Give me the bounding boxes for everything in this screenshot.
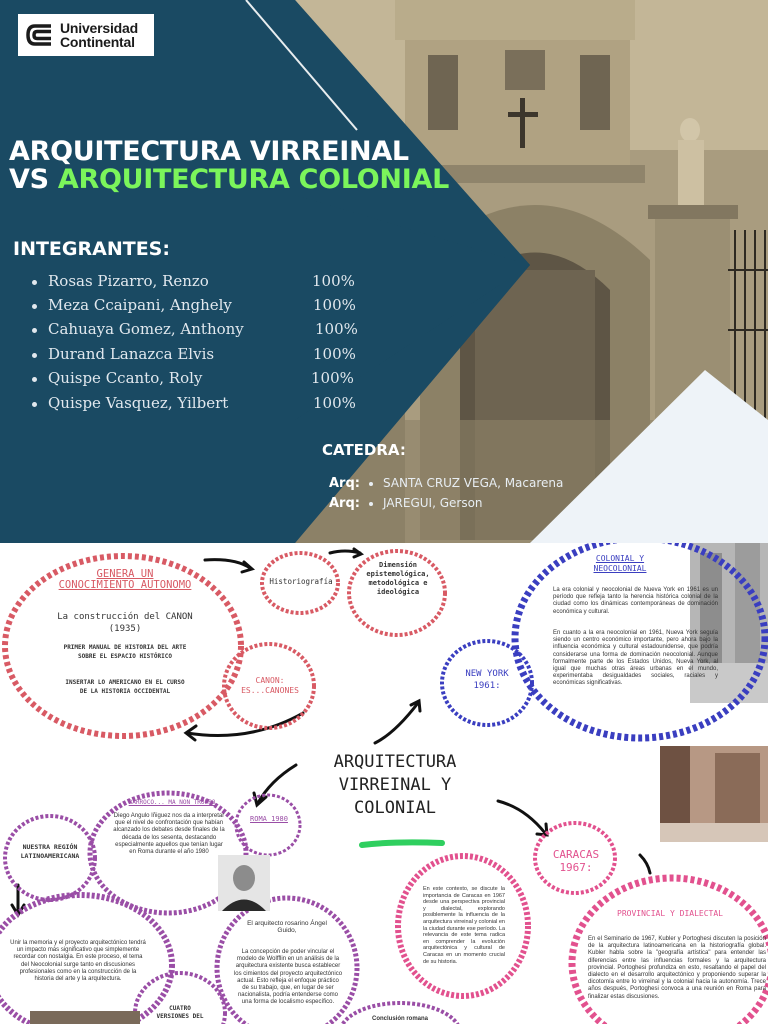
roma-label: ROMA 1980: [250, 815, 288, 823]
genera-heading-2: CONOCIMIENTO AUTONOMO: [58, 579, 192, 591]
mindmap-slide: [0, 543, 768, 1024]
professor-name: JAREGUI, Gerson: [383, 496, 483, 510]
bullet-icon: [32, 402, 37, 407]
barroco-body: Diego Angulo Iñiguez nos da a interpretar que el nivel de confrontación que habían alcanzado los debates desde finales de la década de los sesenta, destacando especialmente aquellos que tenían lugar en Roma durante el año 1980: [113, 813, 225, 856]
genera-body2-2: SOBRE EL ESPACIO HISTÓRICO: [78, 653, 172, 660]
caracas-label: [540, 848, 612, 874]
professor-name: SANTA CRUZ VEGA, Macarena: [383, 476, 564, 490]
member-name: Quispe Ccanto, Roly: [48, 369, 203, 387]
genera-body1-1: La construcción del CANON: [57, 612, 193, 622]
title-vs: VS: [9, 164, 49, 195]
caracas-line: CARACAS: [552, 848, 600, 861]
genera-body3: [40, 678, 210, 696]
member-name: Cahuaya Gomez, Anthony: [48, 320, 244, 338]
canon-line: ES...CANONES: [241, 686, 299, 695]
unir-text: Unir la memoria y el proyecto arquitectónico tendrá un impacto más significativo que simplemente recordar con nostalgia. En este proceso, el tema del Neocolonial surge tanto en discusiones profesionales como en la construcción de la historia del arte y la arquitectura.: [10, 940, 146, 983]
provincial-heading: PROVINCIAL Y DIALECTAL: [617, 909, 723, 918]
colonial-heading-1: COLONIAL Y: [595, 554, 645, 563]
center-line: ARQUITECTURA: [333, 752, 457, 772]
professor-item: [329, 476, 564, 491]
cuatro-label: [150, 1005, 210, 1021]
genera-body1: [40, 611, 210, 635]
caracas-body: En este contexto, se discute la importancia de Caracas en 1967 desde una perspectiva provincial y dialectal, explorando posiblemente la influencia de la arquitectura virreinal y colonial en la ciudad durante ese período. La relevancia de este tema radica en comprender la evolución arquitectónica y cultural de Caracas en un momento crucial de su historia.: [423, 886, 505, 965]
bullet-icon: [32, 328, 37, 333]
member-item: [30, 320, 360, 342]
member-name: Rosas Pizarro, Renzo: [48, 272, 209, 290]
bullet-icon: [32, 353, 37, 358]
colonial-para2: En cuanto a la era neocolonial en 1961, Nueva York seguía siendo un centro económico importante, pero ahora bajo la influencia económica y cultural estadounidense, que podría considerarse una forma de dominación neocolonial. Aunque formalmente parte de los Estados Unidos, Nueva York, al igual que muchas otras áreas urbanas en el mundo, experimentaba desigualdades sociales, raciales y económicas significativas.: [553, 630, 718, 687]
university-logo-mark: [25, 22, 55, 48]
genera-body1-2: (1935): [108, 624, 142, 634]
logo-line1: Universidad: [60, 20, 138, 36]
catedra-heading: CATEDRA:: [322, 441, 406, 459]
bullet-icon: [32, 304, 37, 309]
member-pct: 100%: [313, 296, 356, 314]
center-title: [295, 751, 495, 820]
center-underline: [362, 842, 442, 845]
genera-body2-1: PRIMER MANUAL DE HISTORIA DEL ARTE: [63, 644, 187, 651]
canon-line: CANON:: [255, 676, 285, 685]
barroco-heading: BARROCO... MA NON TROPPO: [128, 799, 216, 806]
street-photo: [660, 746, 768, 842]
canon-label: [230, 676, 310, 696]
member-item: [30, 369, 360, 391]
dimension-line: ideológica: [376, 588, 420, 596]
portrait-photo: [218, 855, 270, 911]
newyork-line: 1961:: [473, 681, 501, 691]
dimension-line: Dimensión: [379, 561, 417, 569]
member-name: Meza Ccaipani, Anghely: [48, 296, 232, 314]
region-line: LATINOAMERICANA: [20, 852, 80, 860]
dimension-line: epistemológica,: [366, 570, 430, 578]
region-line: NUESTRA REGIÓN: [22, 843, 78, 851]
dimension-line: metodológica e: [368, 579, 428, 587]
member-item: [30, 296, 360, 318]
bullet-icon: [369, 502, 373, 506]
title-line1: ARQUITECTURA VIRREINAL: [9, 136, 409, 167]
dimension-label: [352, 561, 444, 597]
colonial-heading: [575, 554, 665, 574]
member-pct: 100%: [311, 369, 354, 387]
member-pct: 100%: [315, 320, 358, 338]
bullet-icon: [32, 377, 37, 382]
member-pct: 100%: [313, 345, 356, 363]
genera-heading-1: GENERA UN: [96, 568, 154, 580]
member-name: Quispe Vasquez, Yilbert: [48, 394, 229, 412]
genera-body3-1: INSERTAR LO AMERICANO EN EL CURSO: [65, 679, 185, 686]
integrantes-heading: INTEGRANTES:: [13, 238, 170, 260]
member-name: Durand Lanazca Elvis: [48, 345, 215, 363]
genera-body3-2: DE LA HISTORIA OCCIDENTAL: [79, 688, 171, 695]
bullet-icon: [32, 280, 37, 285]
conclusion-label: Conclusión romana: [371, 1016, 428, 1022]
genera-body2: [40, 643, 210, 661]
region-label: [12, 843, 88, 861]
logo-line2: Continental: [60, 34, 135, 50]
arq-label: Arq:: [329, 476, 360, 491]
caracas-line: 1967:: [559, 861, 593, 874]
cuatro-line: CUATRO: [169, 1005, 191, 1012]
guido-heading: El arquitecto rosarino Ángel Guido,: [247, 920, 327, 935]
provincial-body: En el Seminario de 1967, Kubler y Portoghesi discuten la posición de la arquitectura latinoamericana en la historiografía global. Kubler habla sobre la "geografía artística" para entender las diferencias entre las influencias formales y la arquitectura provincial. Portoghesi profundiza en esto, resaltando el papel del dialecto en el desarrollo arquitectónico y proponiendo superar la dicotomía entre lo virreinal y la colonial hacia la autonomía. Trece años después, Portoghesi convoca a una reunión en Roma para finalizar estas discusiones.: [588, 936, 766, 1000]
member-item: [30, 345, 360, 367]
center-line: COLONIAL: [354, 798, 436, 818]
arq-label: Arq:: [329, 496, 360, 511]
center-line: VIRREINAL Y: [338, 775, 452, 795]
bullet-icon: [369, 482, 373, 486]
colonial-para1: La era colonial y neocolonial de Nueva York en 1961 es un período que refleja tanto la herencia histórica colonial de la ciudad como los dinámicas contemporáneas de dominación económica y cultural.: [553, 587, 718, 615]
colonial-heading-2: NEOCOLONIAL: [593, 564, 647, 573]
member-pct: 100%: [312, 272, 355, 290]
member-item: [30, 394, 360, 416]
professor-item: [329, 496, 483, 511]
group-photo: [30, 1011, 140, 1024]
guido-body: La concepción de poder vincular el modelo de Wolfflin en un análisis de la arquitectura existente busca establecer los cimientos del proyecto arquitectónico actual. Esto refleja el enfoque práctico de su trabajo, que, en lugar de ser nacionalista, podría entenderse como una forma de localismo específico.: [233, 949, 343, 1006]
university-logo: [18, 14, 154, 56]
genera-heading: [55, 569, 195, 591]
title-colonial: ARQUITECTURA COLONIAL: [57, 164, 449, 195]
member-pct: 100%: [313, 394, 356, 412]
newyork-label: [447, 668, 527, 692]
member-item: [30, 272, 360, 294]
cuatro-line: VERSIONES DEL: [156, 1013, 204, 1020]
title-line2: [9, 164, 449, 195]
historiografia-label: Historiografía: [269, 577, 333, 586]
newyork-line: NEW YORK: [465, 669, 509, 679]
